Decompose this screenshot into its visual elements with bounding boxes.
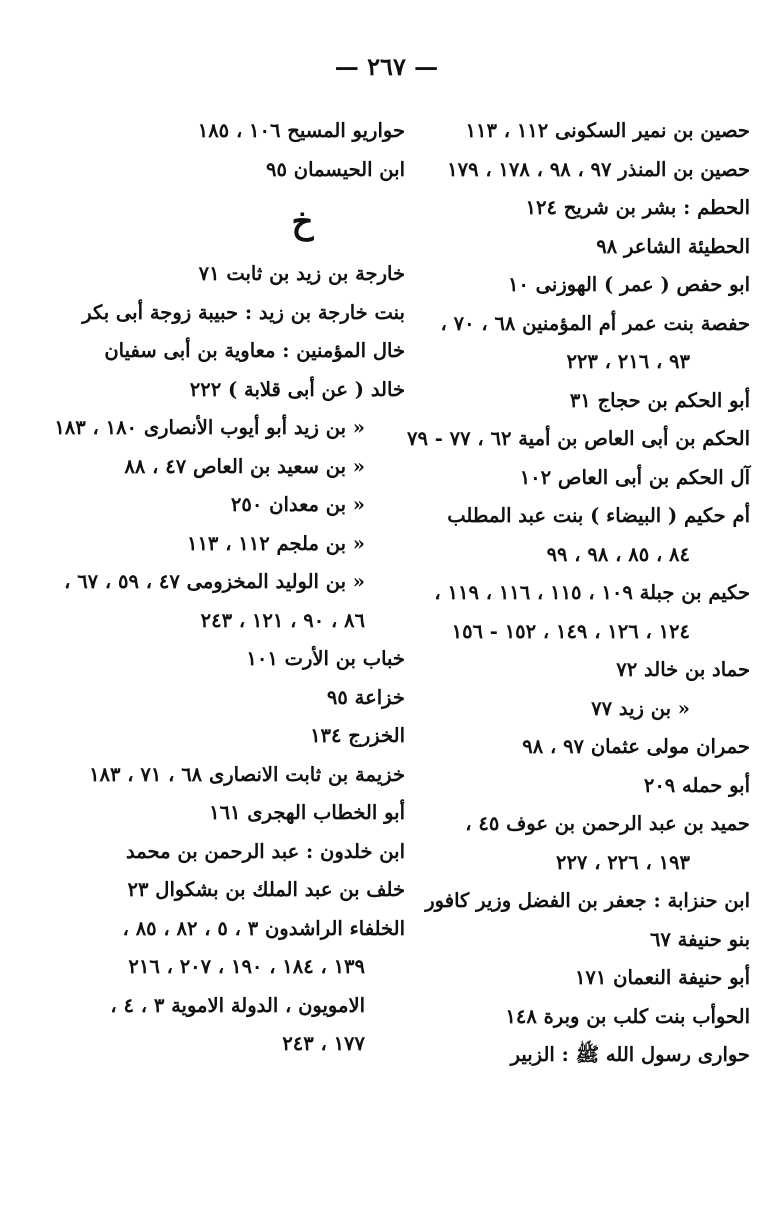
index-entry: أبو الخطاب الهجرى ١٦١ xyxy=(209,801,405,824)
index-entry: ابن خلدون : عبد الرحمن بن محمد xyxy=(126,839,405,863)
index-entry: أم حكيم ( البيضاء ) بنت عبد المطلب xyxy=(447,504,750,527)
index-entry: ٩٣ ، ٢١٦ ، ٢٢٣ xyxy=(566,350,690,373)
index-entry: « بن معدان ٢٥٠ xyxy=(230,493,365,516)
index-entry: ابن الحيسمان ٩٥ xyxy=(266,157,405,181)
index-entry: ٨٦ ، ٩٠ ، ١٢١ ، ٢٤٣ xyxy=(200,608,365,632)
index-entry: حواريو المسيح ١٠٦ ، ١٨٥ xyxy=(197,119,405,142)
index-entry: ١٩٣ ، ٢٢٦ ، ٢٢٧ xyxy=(555,850,690,874)
index-entry: ابن حنزابة : جعفر بن الفضل وزير كافور xyxy=(425,889,750,912)
index-entry: آل الحكم بن أبى العاص ١٠٢ xyxy=(519,465,750,489)
index-entry: بنو حنيفة ٦٧ xyxy=(649,927,750,951)
index-entry: حكيم بن جبلة ١٠٩ ، ١١٥ ، ١١٦ ، ١١٩ ، xyxy=(434,581,750,604)
index-entry: « بن الوليد المخزومى ٤٧ ، ٥٩ ، ٦٧ ، xyxy=(64,570,365,593)
index-entry: حوارى رسول الله ﷺ : الزبير xyxy=(510,1043,750,1066)
section-letter-heading: خ xyxy=(291,202,314,242)
index-entry: « بن زيد ٧٧ xyxy=(591,696,690,720)
index-entry: الحطيئة الشاعر ٩٨ xyxy=(596,234,750,258)
index-column-left xyxy=(54,112,405,1064)
index-entry: « بن زيد أبو أيوب الأنصارى ١٨٠ ، ١٨٣ xyxy=(54,416,365,439)
index-column-right xyxy=(407,112,750,1075)
index-entry: حميد بن عبد الرحمن بن عوف ٤٥ ، xyxy=(465,812,750,835)
index-entry: خزاعة ٩٥ xyxy=(326,685,405,709)
index-entry: خلف بن عبد الملك بن بشكوال ٢٣ xyxy=(127,878,405,901)
index-entry: الخلفاء الراشدون ٣ ، ٥ ، ٨٢ ، ٨٥ ، xyxy=(122,916,405,940)
index-entry: خارجة بن زيد بن ثابت ٧١ xyxy=(198,262,405,285)
index-entry: الامويون ، الدولة الاموية ٣ ، ٤ ، xyxy=(110,993,365,1017)
index-entry: خزيمة بن ثابت الانصارى ٦٨ ، ٧١ ، ١٨٣ xyxy=(89,762,405,786)
index-entry: حصين بن نمير السكونى ١١٢ ، ١١٣ xyxy=(465,119,750,142)
index-entry: أبو حمله ٢٠٩ xyxy=(643,773,750,797)
index-entry: حماد بن خالد ٧٢ xyxy=(616,658,750,681)
index-entry: « بن ملجم ١١٢ ، ١١٣ xyxy=(186,531,365,555)
index-entry: حفصة بنت عمر أم المؤمنين ٦٨ ، ٧٠ ، xyxy=(440,311,750,335)
left-column-top-group xyxy=(70,112,405,189)
index-entry: حمران مولى عثمان ٩٧ ، ٩٨ xyxy=(522,735,750,758)
index-entry: الحوأب بنت كلب بن وبرة ١٤٨ xyxy=(505,1004,750,1028)
index-entry: ١٣٩ ، ١٨٤ ، ١٩٠ ، ٢٠٧ ، ٢١٦ xyxy=(128,955,365,978)
index-entry: حصين بن المنذر ٩٧ ، ٩٨ ، ١٧٨ ، ١٧٩ xyxy=(447,157,750,181)
index-entry: خباب بن الأرت ١٠١ xyxy=(246,647,405,670)
index-entry: خالد ( عن أبى قلابة ) ٢٢٢ xyxy=(189,377,405,401)
index-entry: ١٧٧ ، ٢٤٣ xyxy=(282,1032,365,1055)
page-number: — ٢٦٧ — xyxy=(334,52,439,81)
index-entry: الخزرج ١٣٤ xyxy=(310,724,405,747)
index-entry: ٨٤ ، ٨٥ ، ٩٨ ، ٩٩ xyxy=(546,542,690,566)
index-entry: الحطم : بشر بن شريح ١٢٤ xyxy=(525,196,750,219)
left-column-bottom-group xyxy=(54,255,405,1064)
index-entry: أبو الحكم بن حجاج ٣١ xyxy=(569,388,750,412)
index-entry: بنت خارجة بن زيد : حبيبة زوجة أبى بكر xyxy=(82,300,405,324)
index-entry: أبو حنيفة النعمان ١٧١ xyxy=(574,966,750,989)
index-entry: الحكم بن أبى العاص بن أمية ٦٢ ، ٧٧ - ٧٩ xyxy=(407,427,750,450)
index-entry: ابو حفص ( عمر ) الهوزنى ١٠ xyxy=(507,273,750,296)
index-entry: « بن سعيد بن العاص ٤٧ ، ٨٨ xyxy=(124,454,365,478)
index-entry: ١٢٤ ، ١٢٦ ، ١٤٩ ، ١٥٢ - ١٥٦ xyxy=(451,619,690,643)
index-entry: خال المؤمنين : معاوية بن أبى سفيان xyxy=(104,339,405,362)
